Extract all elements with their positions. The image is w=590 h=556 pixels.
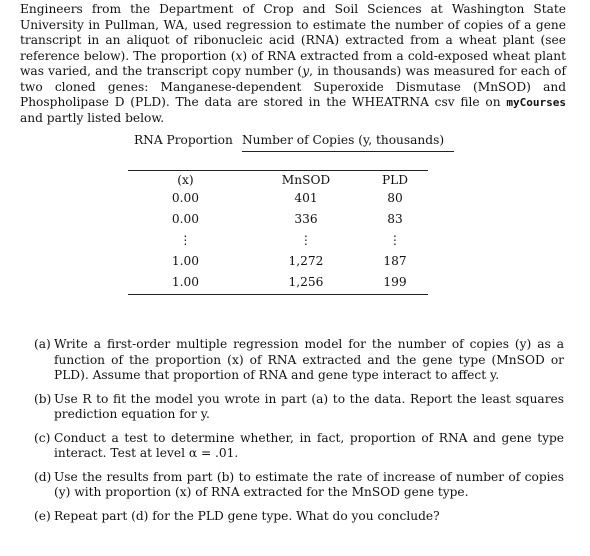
- cell-x: 0.00: [171, 191, 200, 205]
- question-label: (e): [34, 508, 51, 523]
- question-c: [34, 431, 564, 462]
- question-text: Repeat part (d) for the PLD gene type. What do you conclude?: [54, 508, 440, 523]
- cell-mnsod: 336: [294, 212, 318, 226]
- cell-pld: 187: [383, 254, 407, 268]
- intro-text-4: and partly listed below.: [20, 110, 165, 125]
- mycourses-link: myCourses: [506, 96, 566, 109]
- cell-mnsod: ⋮: [299, 233, 313, 247]
- question-d: [34, 470, 564, 501]
- col-pld-header: PLD: [381, 173, 409, 187]
- rna-proportion-header: RNA Proportion: [134, 133, 233, 147]
- intro-text-1: Engineers from the Department of Crop and Soil Sciences at Washington State University in Pullman, WA, used regression to estimate the number of copies of a gene transcript in an aliquot of ribonucleic acid (RNA) extracted from a wheat plant (see reference below). The proportion (: [20, 2, 566, 63]
- question-label: (a): [34, 337, 51, 351]
- question-b: [34, 392, 564, 423]
- table-row: [128, 189, 428, 210]
- x-variable: x: [235, 48, 243, 63]
- cell-pld: 199: [383, 275, 407, 289]
- question-label: (c): [34, 430, 51, 445]
- intro-text-3: , in thousands) was measured for each of two cloned genes: Manganese-dependent Superoxide Dismutase (MnSOD) and Phospholipase D (PLD). The data are stored in the WHEATRNA csv file on: [20, 64, 566, 109]
- question-e: [34, 509, 564, 525]
- question-text: Use the results from part (b) to estimate the rate of increase of number of copies (y) with proportion (x) of RNA extracted for the MnSOD gene type.: [54, 469, 564, 499]
- cell-x: 0.00: [171, 212, 200, 226]
- cell-pld: 80: [387, 191, 403, 205]
- question-text: Write a first-order multiple regression model for the number of copies (y) as a function of the proportion (x) of RNA extracted and the gene type (MnSOD or PLD). Assume that proportion of RNA and gene type interact to affect y.: [54, 337, 564, 382]
- col-mnsod-header: MnSOD: [281, 173, 331, 187]
- question-text: Conduct a test to determine whether, in fact, proportion of RNA and gene type interact. Test at level α = .01.: [54, 430, 564, 460]
- question-a: [34, 337, 564, 384]
- y-variable: y: [302, 64, 310, 78]
- table-column-header-row: [128, 171, 428, 189]
- cell-mnsod: 401: [294, 191, 318, 205]
- question-label: (b): [34, 391, 52, 406]
- cell-x: ⋮: [179, 233, 192, 247]
- table-header: [134, 133, 454, 151]
- data-table: [128, 170, 428, 295]
- table-row: [128, 273, 428, 294]
- table-row: [128, 252, 428, 273]
- cell-mnsod: 1,272: [288, 254, 324, 268]
- intro-text-2: ) of RNA extracted from a cold-exposed wheat plant was varied, and the transcript copy number (: [20, 48, 566, 78]
- question-text: Use R to fit the model you wrote in part (a) to the data. Report the least squares prediction equation for y.: [54, 391, 564, 421]
- cell-x: 1.00: [171, 254, 200, 268]
- table-row-ellipsis: [128, 231, 428, 252]
- copies-header: Number of Copies (y, thousands): [242, 133, 454, 152]
- intro-paragraph: [20, 2, 566, 126]
- col-x-header: (x): [177, 173, 194, 187]
- table-row: [128, 210, 428, 231]
- cell-pld: 83: [387, 212, 403, 226]
- questions-list: [34, 337, 564, 532]
- cell-pld: ⋮: [388, 233, 402, 247]
- cell-mnsod: 1,256: [288, 275, 324, 289]
- cell-x: 1.00: [171, 275, 200, 289]
- question-label: (d): [34, 469, 52, 484]
